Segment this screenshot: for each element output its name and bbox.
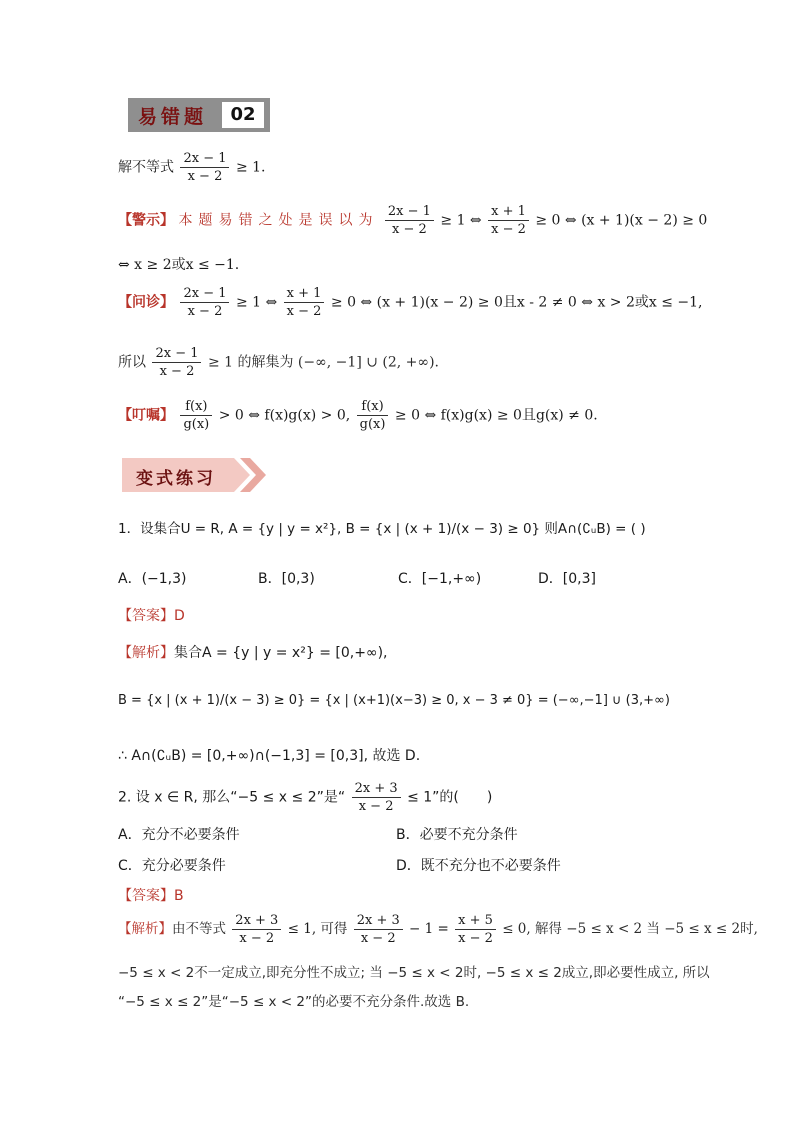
q2-option-c: C．充分必要条件 (118, 858, 226, 874)
diagnosis-line-1: 【问诊】 $\frac{2x - 1}{x - 2}$ ≥ 1 ⇔ $\frac{x + 1}{x - 2}$ ≥ 0 ⇔ (x + 1)(x − 2) ≥ 0且x - 2 ≠ 0 ⇔ x > 2或x ≤ −1, (118, 286, 703, 319)
q1-answer: 【答案】D (118, 608, 185, 624)
diagnosis-line-2: 所以 $\frac{2x - 1}{x - 2}$ ≥ 1 的解集为 (−∞, −1] ∪ (2, +∞). (118, 346, 439, 379)
q1-stem: 1．设集合U = R, A = {y | y = x²}, B = {x | (x + 1)/(x − 3) ≥ 0} 则A∩(∁ᵤB) = ( ) (118, 521, 646, 537)
warning-line-1: 【警示】 本题易错之处是误以为 $\frac{2x - 1}{x - 2}$ ≥ 1 ⇔ $\frac{x + 1}{x - 2}$ ≥ 0 ⇔ (x + 1)(x − 2) ≥ 0 (118, 204, 708, 237)
q2-analysis-2: −5 ≤ x < 2不一定成立,即充分性不成立; 当 −5 ≤ x < 2时, −5 ≤ x ≤ 2成立,即必要性成立, 所以 (118, 965, 710, 981)
q2-stem: 2. 设 x ∈ R, 那么“−5 ≤ x ≤ 2”是“ $\frac{2x + 3}{x - 2}$ ≤ 1”的( ) (118, 781, 493, 814)
section-title: 变式练习 (136, 469, 216, 489)
q1-option-b: B．[0,3) (258, 571, 315, 587)
banner-number: 02 (222, 102, 264, 128)
q1-option-d: D．[0,3] (538, 571, 596, 587)
fraction: $\frac{2x - 1}{x - 2}$ (180, 150, 229, 185)
section-header (122, 458, 272, 492)
q2-answer: 【答案】B (118, 888, 184, 904)
q2-option-d: D．既不充分也不必要条件 (396, 858, 561, 874)
reminder-line: 【叮嘱】 $\frac{f(x)}{g(x)}$ > 0 ⇔ f(x)g(x) > 0, $\frac{f(x)}{g(x)}$ ≥ 0 ⇔ f(x)g(x) ≥ 0且g(x) ≠ 0. (118, 399, 598, 432)
topic-banner (128, 98, 270, 132)
banner-title: 易错题 (138, 106, 208, 128)
problem-statement: 解不等式 $\frac{2x - 1}{x - 2}$ ≥ 1. (118, 151, 266, 184)
q1-option-a: A．(−1,3) (118, 571, 187, 587)
q1-analysis-1: 【解析】集合A = {y | y = x²} = [0,+∞), (118, 645, 388, 661)
warning-tag: 【警示】 (118, 212, 174, 229)
q1-analysis-2: B = {x | (x + 1)/(x − 3) ≥ 0} = {x | (x+1)(x−3) ≥ 0, x − 3 ≠ 0} = (−∞,−1] ∪ (3,+∞) (118, 693, 670, 708)
q2-option-b: B．必要不充分条件 (396, 827, 518, 843)
q2-analysis-3: “−5 ≤ x ≤ 2”是“−5 ≤ x < 2”的必要不充分条件.故选 B. (118, 994, 470, 1010)
q1-analysis-3: ∴ A∩(∁ᵤB) = [0,+∞)∩(−1,3] = [0,3], 故选 D. (118, 748, 421, 764)
q2-analysis-1: 【解析】由不等式 $\frac{2x + 3}{x - 2}$ ≤ 1, 可得 $\frac{2x + 3}{x - 2}$ − 1 = $\frac{x + 5}{x - 2}$ ≤ 0, 解得 −5 ≤ x < 2 当 −5 ≤ x ≤ 2时, (118, 913, 758, 946)
reminder-tag: 【叮嘱】 (118, 407, 174, 424)
q2-option-a: A．充分不必要条件 (118, 827, 240, 843)
q1-option-c: C．[−1,+∞) (398, 571, 482, 587)
diagnosis-tag: 【问诊】 (118, 294, 174, 311)
warning-line-2: ⇔ x ≥ 2或x ≤ −1. (118, 257, 240, 273)
